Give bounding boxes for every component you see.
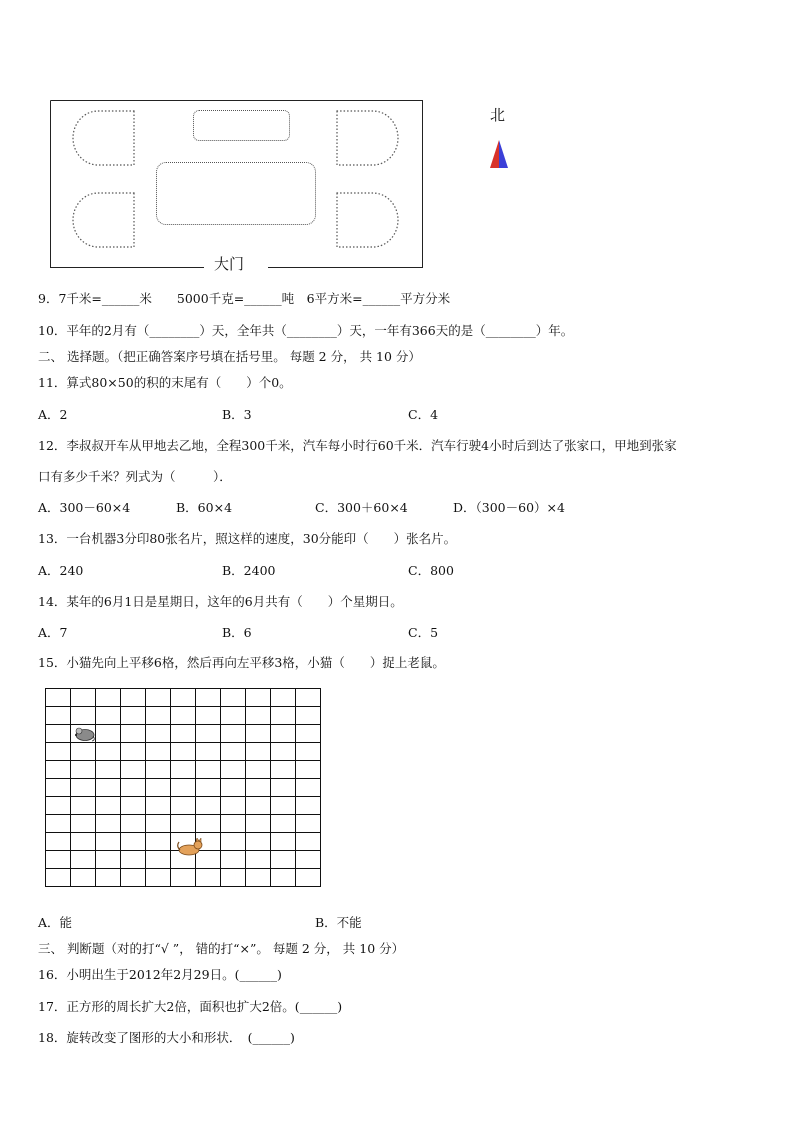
section-2-heading: 二、 选择题。（把正确答案序号填在括号里。 每题 2 分， 共 10 分） [38,349,421,364]
grid-cell [146,833,171,851]
grid-cell [246,851,271,869]
gate-label: 大门 [214,255,245,273]
grid-cell [96,815,121,833]
zone-top-left [72,110,136,166]
grid-cell [46,707,71,725]
q14-option-c[interactable]: C．5 [408,625,439,640]
grid-row [46,869,321,887]
question-16: 16．小明出生于2012年2月29日。(______) [38,967,282,982]
map-figure [50,100,423,273]
grid-cell [221,779,246,797]
grid-cell [71,851,96,869]
zone-center [156,162,316,225]
question-13: 13．一台机器3分印80张名片，照这样的速度，30分能印（ ）张名片。 [38,531,457,546]
section-3-heading: 三、 判断题（对的打“√ ”， 错的打“×”。 每题 2 分， 共 10 分） [38,941,405,956]
grid-cell [221,815,246,833]
grid-cell [171,815,196,833]
cat-icon [176,838,204,858]
grid-cell [296,689,321,707]
q11-option-a[interactable]: A．2 [38,407,68,422]
grid-cell [46,833,71,851]
grid-cell [246,869,271,887]
grid-cell [71,797,96,815]
grid-cell [71,815,96,833]
movement-grid [45,688,321,887]
grid-cell [71,743,96,761]
grid-cell [96,725,121,743]
q11-option-c[interactable]: C．4 [408,407,439,422]
grid-row [46,797,321,815]
grid-cell [196,725,221,743]
grid-cell [46,851,71,869]
q15-option-a[interactable]: A．能 [38,915,73,930]
grid-cell [246,797,271,815]
q13-option-a[interactable]: A．240 [38,563,84,578]
zone-top-center [193,110,290,141]
grid-cell [46,761,71,779]
grid-cell [46,797,71,815]
grid-cell [46,689,71,707]
question-15: 15．小猫先向上平移6格，然后再向左平移3格，小猫（ ）捉上老鼠。 [38,655,445,670]
question-17: 17．正方形的周长扩大2倍，面积也扩大2倍。(______) [38,999,343,1014]
grid-cell [296,815,321,833]
grid-cell [71,779,96,797]
grid-cell [271,851,296,869]
grid-cell [96,689,121,707]
grid-cell [146,761,171,779]
grid-cell [296,761,321,779]
grid-row [46,743,321,761]
grid-cell [171,707,196,725]
grid-cell [271,815,296,833]
north-arrow-icon [488,138,510,170]
grid-cell [221,797,246,815]
grid-cell [46,869,71,887]
grid-cell [146,851,171,869]
grid-row [46,707,321,725]
question-10: 10．平年的2月有（________）天，全年共（________）天，一年有366天的是（________）年。 [38,323,574,338]
grid-cell [146,797,171,815]
grid-cell [271,833,296,851]
q13-option-c[interactable]: C．800 [408,563,454,578]
zone-bottom-left [72,192,136,248]
grid-cell [146,869,171,887]
grid-cell [96,707,121,725]
grid-cell [271,761,296,779]
grid-cell [146,743,171,761]
question-18: 18．旋转改变了图形的大小和形状． (______) [38,1030,295,1045]
grid-cell [171,689,196,707]
grid-cell [221,707,246,725]
north-label: 北 [490,106,506,124]
grid-cell [246,779,271,797]
question-9: 9．7千米=______米 5000千克=______吨 6平方米=______平方分米 [38,291,451,306]
grid-cell [146,815,171,833]
grid-cell [121,833,146,851]
grid-cell [296,833,321,851]
question-12-line2: 口有多少千米？列式为（ ）． [38,469,232,484]
q12-option-d[interactable]: D．（300－60）×4 [453,500,565,515]
grid-cell [71,869,96,887]
grid-cell [121,743,146,761]
grid-cell [121,761,146,779]
grid-cell [271,725,296,743]
grid-cell [196,689,221,707]
q11-option-b[interactable]: B．3 [222,407,252,422]
grid-cell [196,815,221,833]
grid-cell [146,707,171,725]
q12-option-c[interactable]: C．300＋60×4 [315,500,408,515]
grid-cell [246,743,271,761]
grid-cell [121,689,146,707]
grid-cell [196,743,221,761]
grid-cell [121,815,146,833]
grid-cell [271,797,296,815]
grid-cell [171,869,196,887]
grid-cell [196,761,221,779]
q15-option-b[interactable]: B．不能 [315,915,362,930]
question-14: 14．某年的6月1日是星期日，这年的6月共有（ ）个星期日。 [38,594,403,609]
grid-cell [46,743,71,761]
question-11: 11．算式80×50的积的末尾有（ ）个0。 [38,375,292,390]
grid-cell [71,761,96,779]
grid-cell [296,797,321,815]
grid-cell [246,761,271,779]
grid-cell [271,689,296,707]
grid-cell [146,779,171,797]
grid-cell [296,779,321,797]
grid-cell [171,725,196,743]
grid-cell [221,833,246,851]
grid-cell [221,761,246,779]
zone-bottom-right [335,192,399,248]
grid-cell [121,725,146,743]
grid-cell [96,779,121,797]
grid-cell [196,797,221,815]
grid-cell [221,851,246,869]
grid-cell [96,743,121,761]
grid-cell [246,815,271,833]
grid-cell [271,707,296,725]
grid-cell [296,851,321,869]
grid-cell [221,743,246,761]
grid-cell [71,689,96,707]
q13-option-b[interactable]: B．2400 [222,563,276,578]
grid-cell [46,725,71,743]
grid-cell [71,833,96,851]
grid-cell [196,869,221,887]
grid-cell [46,815,71,833]
grid-cell [171,779,196,797]
grid-cell [96,797,121,815]
grid-cell [96,869,121,887]
grid-cell [146,689,171,707]
mouse-icon [72,726,96,742]
grid-cell [221,869,246,887]
grid-cell [171,761,196,779]
q12-option-a[interactable]: A．300－60×4 [38,500,131,515]
grid-cell [96,851,121,869]
grid-cell [171,797,196,815]
grid-cell [246,707,271,725]
grid-cell [246,833,271,851]
zone-top-right [335,110,399,166]
grid-cell [196,707,221,725]
grid-cell [271,779,296,797]
grid-row [46,779,321,797]
grid-cell [46,779,71,797]
grid-cell [121,707,146,725]
grid-cell [221,689,246,707]
grid-cell [96,833,121,851]
grid-cell [296,869,321,887]
q12-option-b[interactable]: B．60×4 [176,500,233,515]
grid-cell [146,725,171,743]
q14-option-a[interactable]: A．7 [38,625,68,640]
grid-cell [121,779,146,797]
grid-cell [271,869,296,887]
q14-option-b[interactable]: B．6 [222,625,252,640]
grid-cell [221,725,246,743]
grid-cell [196,779,221,797]
grid-cell [296,743,321,761]
question-12-line1: 12．李叔叔开车从甲地去乙地，全程300千米，汽车每小时行60千米．汽车行驶4小时后到达了张家口，甲地到张家 [38,438,677,453]
grid-row [46,815,321,833]
grid-cell [271,743,296,761]
grid-cell [171,743,196,761]
grid-cell [246,725,271,743]
grid-cell [121,797,146,815]
grid-cell [71,707,96,725]
grid-cell [296,725,321,743]
grid-cell [121,851,146,869]
grid-cell [296,707,321,725]
grid-row [46,689,321,707]
grid-row [46,761,321,779]
grid-cell [246,689,271,707]
grid-cell [96,761,121,779]
grid-cell [121,869,146,887]
